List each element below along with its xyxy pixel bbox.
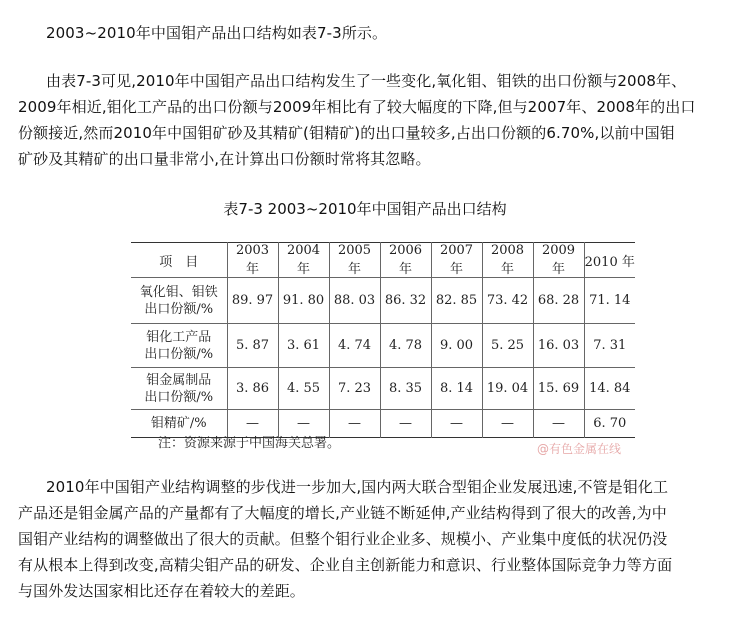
header-corner: 项 目: [131, 243, 227, 278]
row-label-line: 出口份额/%: [144, 301, 214, 317]
row-label: 钼精矿/%: [131, 410, 227, 438]
table-cell: 5. 25: [482, 324, 533, 368]
row-label: [131, 278, 227, 324]
table-cell: 91. 80: [278, 278, 329, 324]
header-year: 2008 年: [482, 243, 533, 278]
table-cell: 7. 31: [584, 324, 635, 368]
table-cell: —: [329, 410, 380, 438]
table-cell: 7. 23: [329, 368, 380, 410]
paragraph-line: 有从根本上得到改变,高精尖钼产品的研发、企业自主创新能力和意识、行业整体国际竞争力等方面: [18, 556, 673, 574]
table-header-row: [131, 243, 635, 278]
header-year: 2006 年: [380, 243, 431, 278]
row-label: [131, 368, 227, 410]
row-label: [131, 324, 227, 368]
table-cell: —: [533, 410, 584, 438]
table-cell: 15. 69: [533, 368, 584, 410]
table-cell: 3. 61: [278, 324, 329, 368]
table-cell: —: [278, 410, 329, 438]
row-label-line: 钼化工产品: [146, 329, 212, 345]
table-cell: —: [227, 410, 278, 438]
table-cell: 19. 04: [482, 368, 533, 410]
table-cell: 89. 97: [227, 278, 278, 324]
row-label-line: 钼金属制品: [146, 372, 212, 388]
header-year: 2009 年: [533, 243, 584, 278]
table-cell: 8. 35: [380, 368, 431, 410]
intro-text: 2003~2010年中国钼产品出口结构如表7-3所示。: [46, 24, 388, 42]
paragraph-line: 与国外发达国家相比还存在着较大的差距。: [18, 582, 305, 600]
table-row: [131, 278, 635, 324]
paragraph-line: 2010年中国钼产业结构调整的步伐进一步加大,国内两大联合型钼企业发展迅速,不管是钼化工: [46, 478, 669, 496]
paragraph-line: 份额接近,然而2010年中国钼矿砂及其精矿(钼精矿)的出口量较多,占出口份额的6.70%,以前中国钼: [18, 124, 675, 142]
table-caption: 表7-3 2003~2010年中国钼产品出口结构: [223, 200, 507, 218]
paragraph-line: 由表7-3可见,2010年中国钼产品出口结构发生了一些变化,氧化钼、钼铁的出口份额与2008年、: [46, 72, 687, 90]
table-cell: —: [431, 410, 482, 438]
table-cell: 4. 78: [380, 324, 431, 368]
row-label-line: 出口份额/%: [144, 389, 214, 405]
table-cell: 4. 55: [278, 368, 329, 410]
table-cell: 4. 74: [329, 324, 380, 368]
export-structure-table: [131, 242, 635, 438]
header-year: 2003 年: [227, 243, 278, 278]
paragraph-line: 产品还是钼金属产品的产量都有了大幅度的增长,产业链不断延伸,产业结构得到了很大的改善,为中: [18, 504, 667, 522]
watermark: @有色金属在线: [537, 442, 622, 456]
table-cell: 86. 32: [380, 278, 431, 324]
paragraph-line: 2009年相近,钼化工产品的出口份额与2009年相比有了较大幅度的下降,但与2007年、2008年的出口: [18, 98, 696, 116]
table-cell: —: [482, 410, 533, 438]
table-cell: 3. 86: [227, 368, 278, 410]
table-cell: 88. 03: [329, 278, 380, 324]
table-cell: 8. 14: [431, 368, 482, 410]
table-note: 注：资源来源于中国海关总署。: [158, 436, 341, 451]
paragraph-line: 国钼产业结构的调整做出了很大的贡献。但整个钼行业企业多、规模小、产业集中度低的状况仍没: [18, 530, 668, 548]
table-row: [131, 324, 635, 368]
header-year: 2010 年: [584, 243, 635, 278]
table-cell: 71. 14: [584, 278, 635, 324]
table-cell: 16. 03: [533, 324, 584, 368]
table-cell: 9. 00: [431, 324, 482, 368]
table-row: [131, 368, 635, 410]
header-year: 2005 年: [329, 243, 380, 278]
paragraph-line: 矿砂及其精矿的出口量非常小,在计算出口份额时常将其忽略。: [18, 150, 431, 168]
row-label-line: 出口份额/%: [144, 346, 214, 362]
header-year: 2007 年: [431, 243, 482, 278]
header-year: 2004 年: [278, 243, 329, 278]
table-cell: 6. 70: [584, 410, 635, 438]
row-label-line: 氧化钼、钼铁: [139, 284, 218, 300]
table-cell: 14. 84: [584, 368, 635, 410]
table-cell: —: [380, 410, 431, 438]
table-cell: 82. 85: [431, 278, 482, 324]
table-cell: 73. 42: [482, 278, 533, 324]
table-cell: 68. 28: [533, 278, 584, 324]
table-cell: 5. 87: [227, 324, 278, 368]
